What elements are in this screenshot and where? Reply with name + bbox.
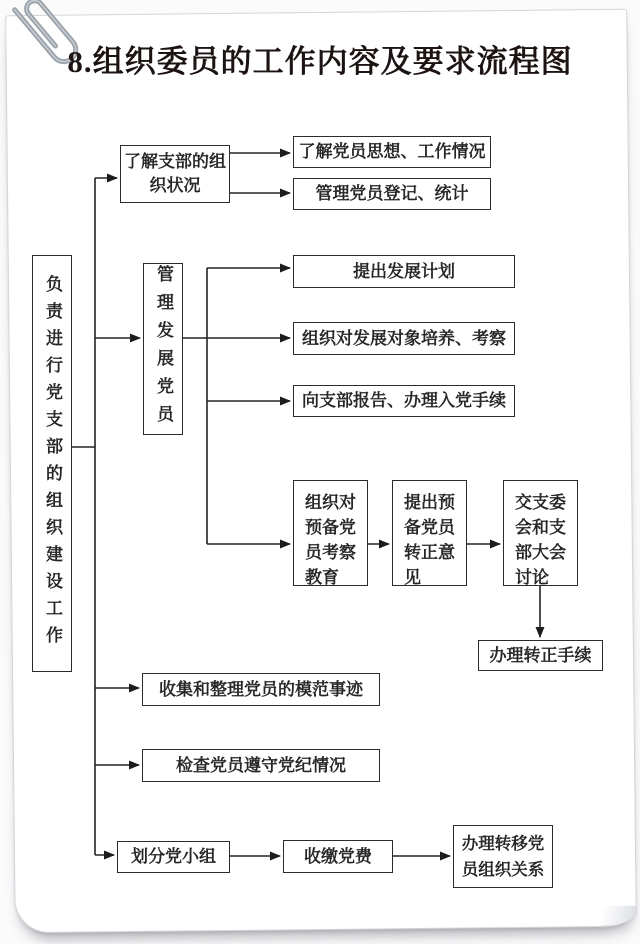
node-probation-edu: 组织对预备党员考察教育 [293, 480, 368, 586]
node-know-think: 了解党员思想、工作情况 [293, 136, 491, 168]
node-dev-plan: 提出发展计划 [293, 255, 515, 288]
node-dev-cultivate: 组织对发展对象培养、考察 [293, 322, 515, 355]
node-root: 负责进行党支部的组织建设工作 [32, 255, 72, 672]
node-collect-fees: 收缴党费 [283, 840, 393, 873]
node-divide-groups: 划分党小组 [117, 841, 230, 873]
node-know: 了解支部的组织状况 [120, 145, 230, 203]
node-probation-discuss: 交支委会和支部大会讨论 [503, 480, 578, 586]
node-manage-dev: 管理发展党员 [143, 263, 183, 435]
page-title: 8.组织委员的工作内容及要求流程图 [67, 44, 573, 79]
node-transfer-relation: 办理转移党员组织关系 [453, 825, 553, 888]
node-probation-opinion: 提出预备党员转正意见 [392, 480, 467, 586]
node-dev-report: 向支部报告、办理入党手续 [293, 385, 515, 417]
node-collect-deeds: 收集和整理党员的模范事迹 [142, 673, 380, 706]
node-know-register: 管理党员登记、统计 [293, 178, 491, 210]
node-probation-formal: 办理转正手续 [478, 640, 603, 671]
node-check-discipline: 检查党员遵守党纪情况 [142, 749, 380, 782]
